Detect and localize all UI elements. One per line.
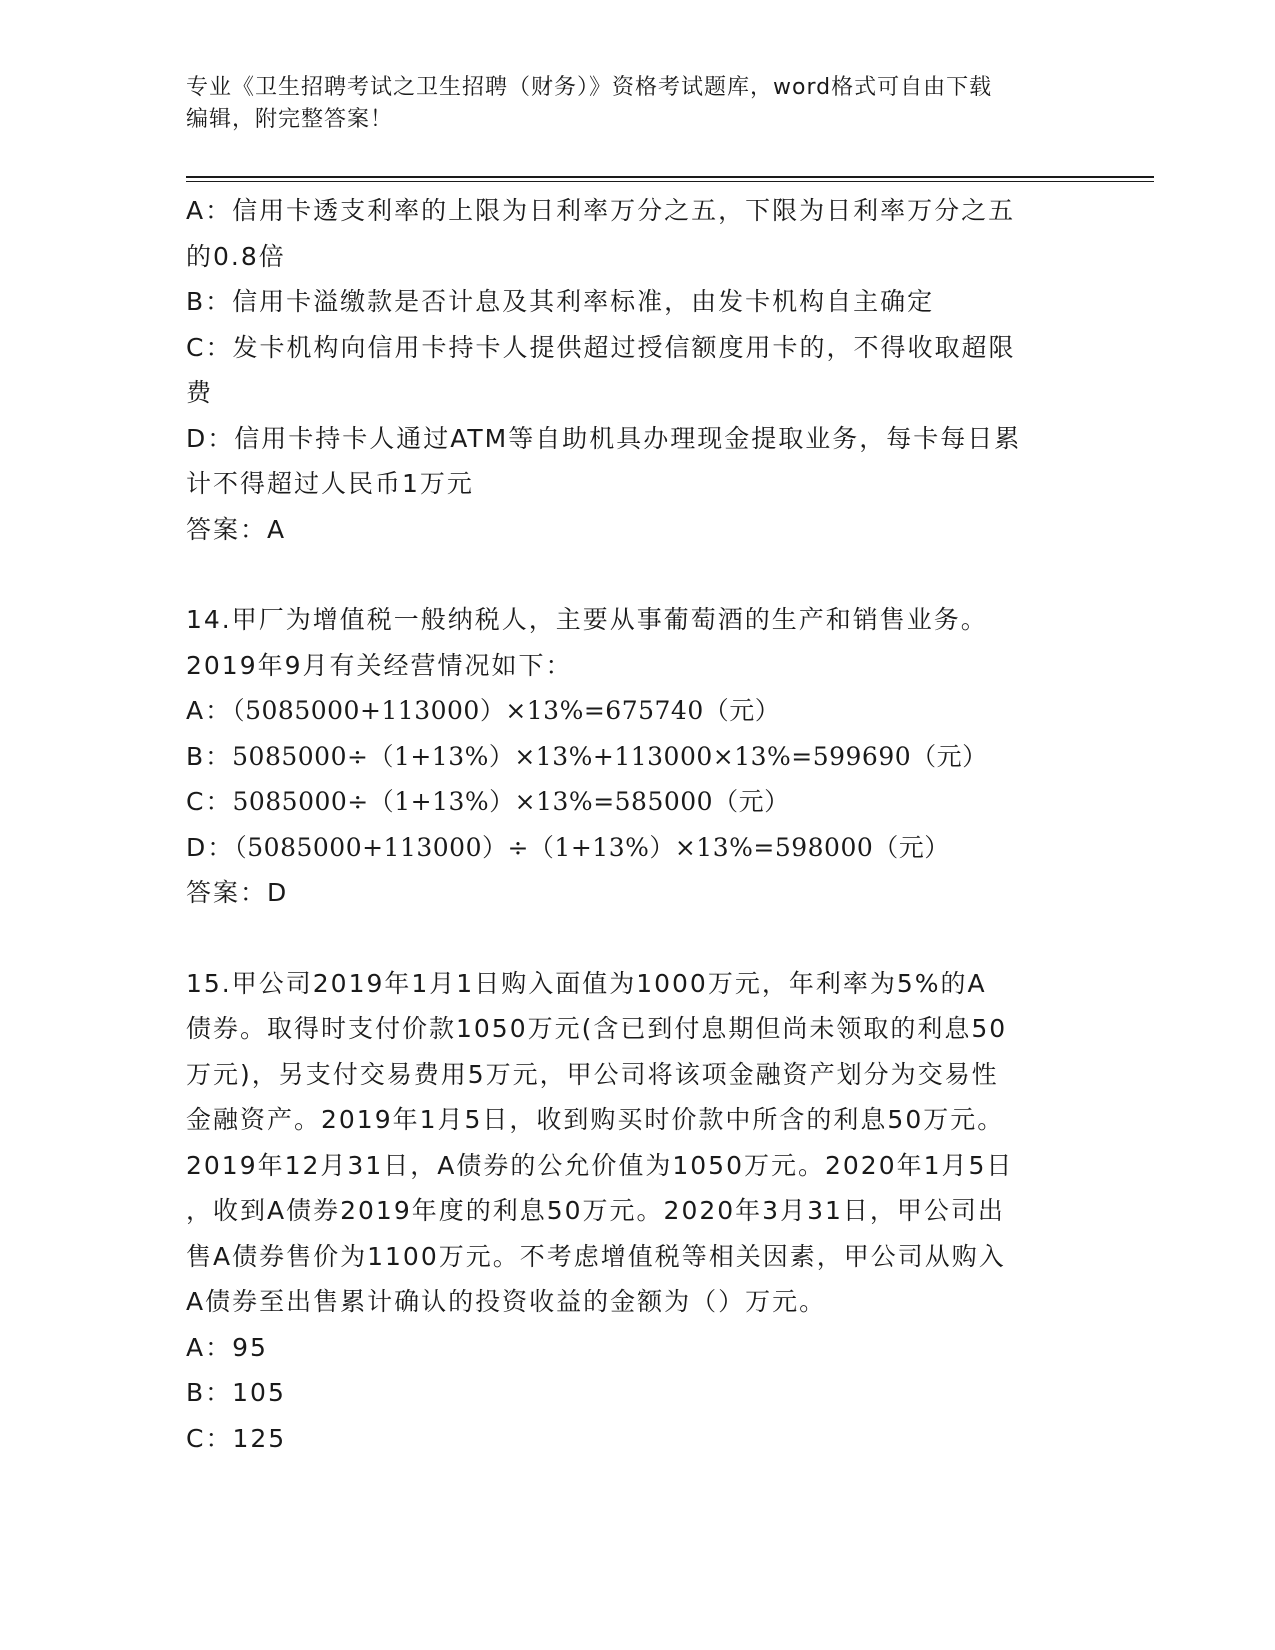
- option-c-line-2: 费: [186, 378, 214, 407]
- spacer: [186, 552, 1086, 597]
- option-a: [186, 688, 1086, 734]
- question-15-stem-line-4: 金融资产。2019年1月5日，收到购买时价款中所含的利息50万元。: [186, 1105, 1005, 1134]
- option-b-formula: 5085000÷（1+13%）×13%+113000×13%=599690（元）: [232, 741, 988, 771]
- question-15-stem-line-6: ，收到A债券2019年度的利息50万元。2020年3月31日，甲公司出: [186, 1196, 1005, 1225]
- question-15: [186, 961, 1086, 1462]
- header-divider-thick: [186, 176, 1154, 178]
- question-13-options: [186, 188, 1086, 552]
- spacer: [186, 916, 1086, 961]
- question-15-stem-line-5: 2019年12月31日，A债券的公允价值为1050万元。2020年1月5日: [186, 1150, 1014, 1180]
- option-d: [186, 825, 1086, 871]
- option-a-line-2: 的0.8倍: [186, 241, 286, 271]
- option-c-line-1: C：发卡机构向信用卡持卡人提供超过授信额度用卡的，不得收取超限: [186, 332, 1016, 362]
- question-15-stem-line-2: 债券。取得时支付价款1050万元(含已到付息期但尚未领取的利息50: [186, 1014, 1008, 1043]
- option-c-prefix: C：: [186, 787, 233, 816]
- option-a: A：95: [186, 1332, 268, 1362]
- question-15-stem-line-8: A债券至出售累计确认的投资收益的金额为（）万元。: [186, 1287, 827, 1316]
- question-15-stem-line-1: 15.甲公司2019年1月1日购入面值为1000万元，年利率为5%的A: [186, 968, 987, 998]
- option-b: B：信用卡溢缴款是否计息及其利率标准，由发卡机构自主确定: [186, 287, 935, 316]
- answer-14: 答案：D: [186, 878, 289, 907]
- question-14: [186, 597, 1086, 916]
- option-c: [186, 779, 1086, 825]
- option-d-line-2: 计不得超过人民币1万元: [186, 469, 474, 498]
- option-b-prefix: B：: [186, 741, 233, 771]
- option-b: [186, 734, 1086, 780]
- option-d-prefix: D：: [186, 832, 235, 862]
- question-15-stem-line-7: 售A债券售价为1100万元。不考虑增值税等相关因素，甲公司从购入: [186, 1241, 1006, 1271]
- header-divider-thin: [186, 181, 1154, 182]
- option-d-formula: （5085000+113000）÷（1+13%）×13%=598000（元）: [234, 832, 950, 862]
- option-a-prefix: A：: [186, 696, 233, 725]
- header-line-2: 编辑，附完整答案！: [186, 107, 394, 132]
- document-body: [186, 188, 1086, 1461]
- document-header: [186, 72, 1066, 136]
- option-a-line-1: A：信用卡透支利率的上限为日利率万分之五，下限为日利率万分之五: [186, 196, 1016, 225]
- option-c: C：125: [186, 1423, 287, 1453]
- answer-13: 答案：A: [186, 514, 287, 544]
- question-14-stem-line-1: 14.甲厂为增值税一般纳税人，主要从事葡萄酒的生产和销售业务。: [186, 605, 988, 634]
- question-14-stem-line-2: 2019年9月有关经营情况如下：: [186, 650, 573, 680]
- option-c-formula: 5085000÷（1+13%）×13%=585000（元）: [232, 787, 790, 816]
- option-b: B：105: [186, 1378, 286, 1407]
- option-d-line-1: D：信用卡持卡人通过ATM等自助机具办理现金提取业务，每卡每日累: [186, 423, 1022, 453]
- header-line-1: 专业《卫生招聘考试之卫生招聘（财务）》资格考试题库，word格式可自由下载: [186, 75, 993, 100]
- option-a-formula: （5085000+113000）×13%=675740（元）: [232, 696, 781, 725]
- question-15-stem-line-3: 万元)，另支付交易费用5万元，甲公司将该项金融资产划分为交易性: [186, 1059, 999, 1089]
